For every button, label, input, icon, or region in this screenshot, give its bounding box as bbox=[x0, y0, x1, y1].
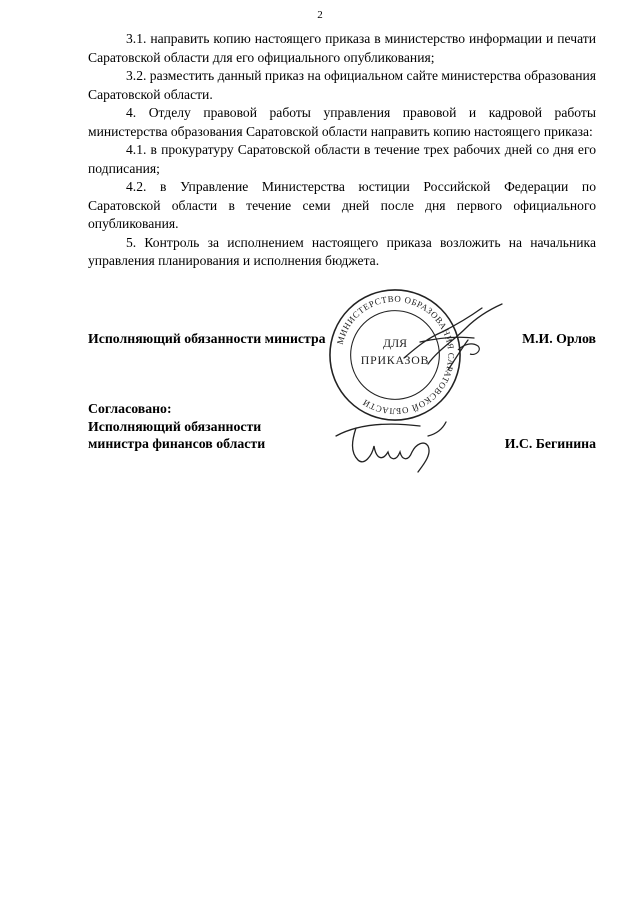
paragraph-3-1: 3.1. направить копию настоящего приказа в министерство информации и печати Саратовской области для его официального опубликования; bbox=[88, 31, 596, 65]
signature-orlov bbox=[398, 298, 510, 376]
signature-beginina bbox=[328, 414, 454, 476]
paragraph-4-2: 4.2. в Управление Министерства юстиции Российской Федерации по Саратовской области в течение семи дней после дня первого официального опубликования. bbox=[88, 179, 596, 231]
stamp-ring-text: МИНИСТЕРСТВО ОБРАЗОВАНИЯ САРАТОВСКОЙ ОБЛАСТИ bbox=[334, 293, 457, 417]
page-number: 2 bbox=[317, 9, 323, 21]
approval-title-line1: Исполняющий обязанности bbox=[88, 418, 262, 434]
approval-block bbox=[88, 400, 265, 453]
stamp-center-line2: ПРИКАЗОВ bbox=[360, 352, 430, 367]
paragraph-5: 5. Контроль за исполнением настоящего приказа возложить на начальника управления планирования и исполнения бюджета. bbox=[88, 234, 596, 268]
paragraph-4: 4. Отделу правовой работы управления правовой и кадровой работы министерства образования Саратовской области направить копию настоящего приказа: bbox=[88, 105, 596, 139]
paragraph-3-2: 3.2. разместить данный приказ на официальном сайте министерства образования Саратовской области. bbox=[88, 68, 596, 102]
minister-title: Исполняющий обязанности министра bbox=[88, 331, 326, 346]
paragraph-4-1: 4.1. в прокуратуру Саратовской области в течение трех рабочих дней со дня его подписания; bbox=[88, 142, 596, 176]
stamp-center-line1: ДЛЯ bbox=[383, 336, 407, 351]
minister-name: М.И. Орлов bbox=[522, 331, 596, 346]
approval-label: Согласовано: bbox=[88, 401, 172, 416]
finance-minister-name: И.С. Бегинина bbox=[504, 436, 596, 451]
document-body bbox=[88, 30, 596, 271]
approval-title-line2: министра финансов области bbox=[88, 436, 266, 451]
